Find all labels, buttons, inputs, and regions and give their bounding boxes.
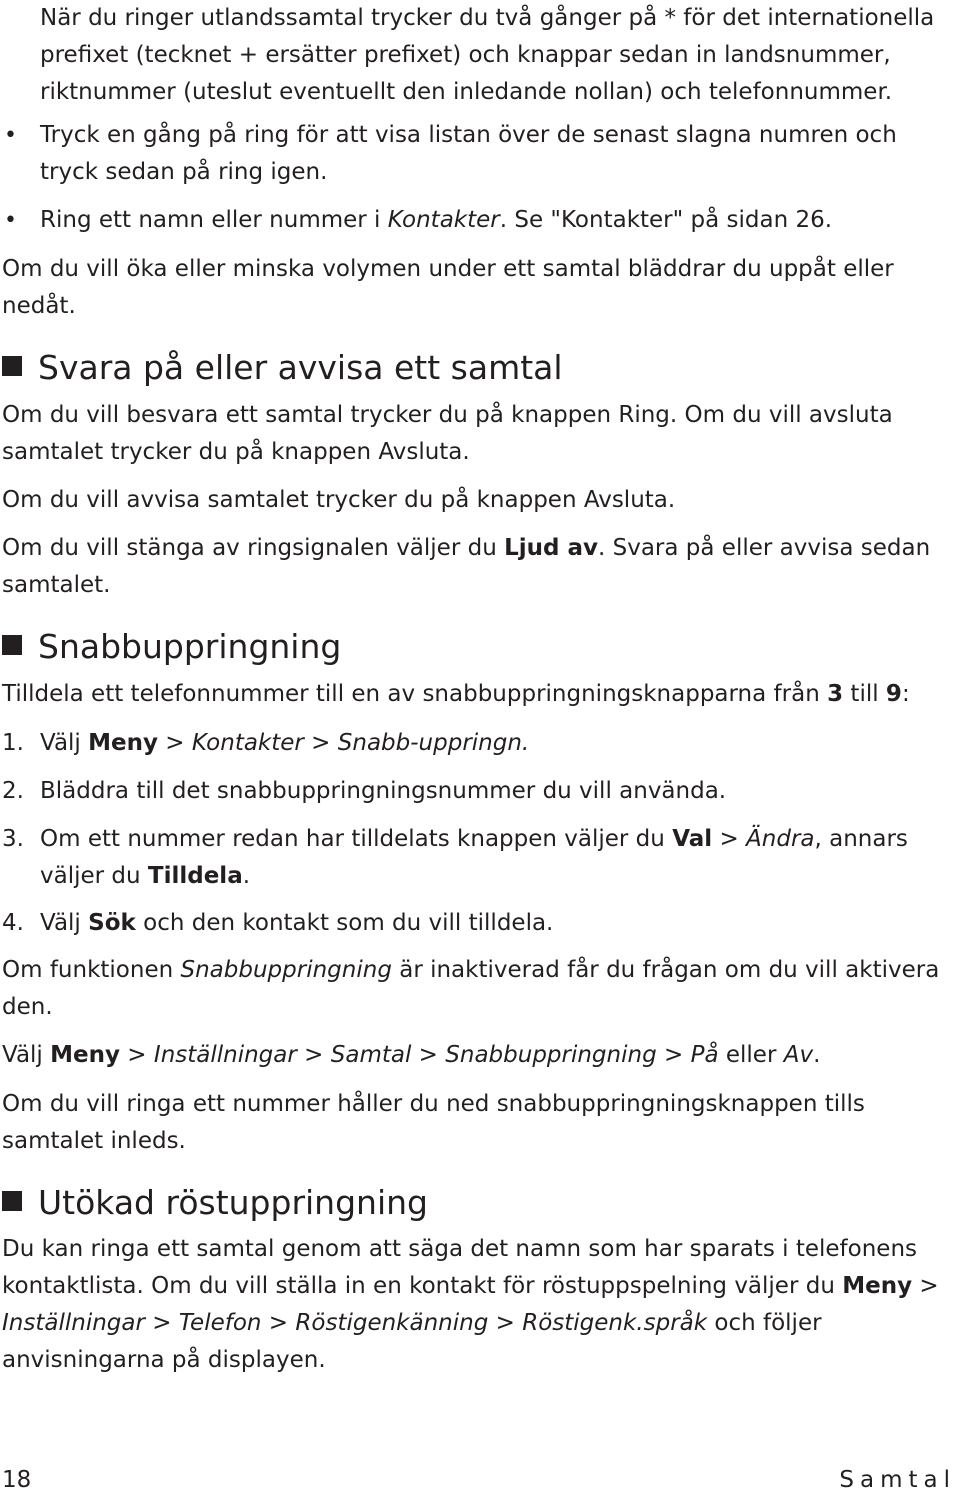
- intl-call-paragraph: När du ringer utlandssamtal trycker du två gånger på * för det internationella prefixet (tecknet + ersätter prefixet) och knappar sedan in landsnummer, riktnummer (uteslut eventuellt den inledande nollan) och telefonnummer.: [40, 5, 935, 105]
- speed-step-3: Om ett nummer redan har tilldelats knappen väljer du Val > Ändra, annars väljer du Tilldela.: [40, 826, 908, 889]
- volume-paragraph: Om du vill öka eller minska volymen under ett samtal bläddrar du uppåt eller nedåt.: [2, 256, 894, 319]
- speed-step-4: Välj Sök och den kontakt som du vill tilldela.: [40, 910, 554, 936]
- speed-step-1: Välj Meny > Kontakter > Snabb-uppringn.: [40, 730, 530, 756]
- step-number: 4.: [2, 910, 24, 936]
- page-number: 18: [2, 1467, 32, 1493]
- bullet-icon: [4, 117, 17, 154]
- bullet-contacts: Ring ett namn eller nummer i Kontakter. Se "Kontakter" på sidan 26.: [40, 207, 833, 233]
- speed-inactive-paragraph: Om funktionen Snabbuppringning är inaktiverad får du frågan om du vill aktivera den.: [2, 957, 940, 1020]
- heading-voice-dial: Utökad röstuppringning: [2, 1183, 428, 1223]
- speed-hold-paragraph: Om du vill ringa ett nummer håller du ned snabbuppringningsknappen tills samtalet inleds.: [2, 1091, 865, 1154]
- heading-speed-dial: Snabbuppringning: [2, 627, 341, 667]
- heading-square-icon: [2, 356, 22, 376]
- answer-paragraph-3: Om du vill stänga av ringsignalen väljer du Ljud av. Svara på eller avvisa sedan samtalet.: [2, 535, 931, 598]
- step-number: 3.: [2, 826, 24, 852]
- bullet-icon: [4, 202, 17, 239]
- answer-paragraph-2: Om du vill avvisa samtalet trycker du på knappen Avsluta.: [2, 487, 676, 513]
- speed-step-2: Bläddra till det snabbuppringningsnummer du vill använda.: [40, 778, 727, 804]
- step-number: 1.: [2, 730, 24, 756]
- heading-answer: Svara på eller avvisa ett samtal: [2, 348, 563, 388]
- speed-menu-path: Välj Meny > Inställningar > Samtal > Snabbuppringning > På eller Av.: [2, 1042, 821, 1068]
- bullet-redial: Tryck en gång på ring för att visa listan över de senast slagna numren och tryck sedan på ring igen.: [40, 122, 897, 185]
- voice-paragraph: Du kan ringa ett samtal genom att säga det namn som har sparats i telefonens kontaktlista. Om du vill ställa in en kontakt för röstuppspelning väljer du Meny > Inställningar > Telefon > Röstigenkänning > Röstigenk.språk och följer anvisningarna på displayen.: [2, 1236, 939, 1373]
- section-title: Samtal: [839, 1467, 956, 1493]
- heading-square-icon: [2, 1191, 22, 1211]
- speed-intro: Tilldela ett telefonnummer till en av snabbuppringningsknapparna från 3 till 9:: [2, 681, 910, 707]
- step-number: 2.: [2, 778, 24, 804]
- answer-paragraph-1: Om du vill besvara ett samtal trycker du på knappen Ring. Om du vill avsluta samtalet trycker du på knappen Avsluta.: [2, 402, 893, 465]
- heading-square-icon: [2, 635, 22, 655]
